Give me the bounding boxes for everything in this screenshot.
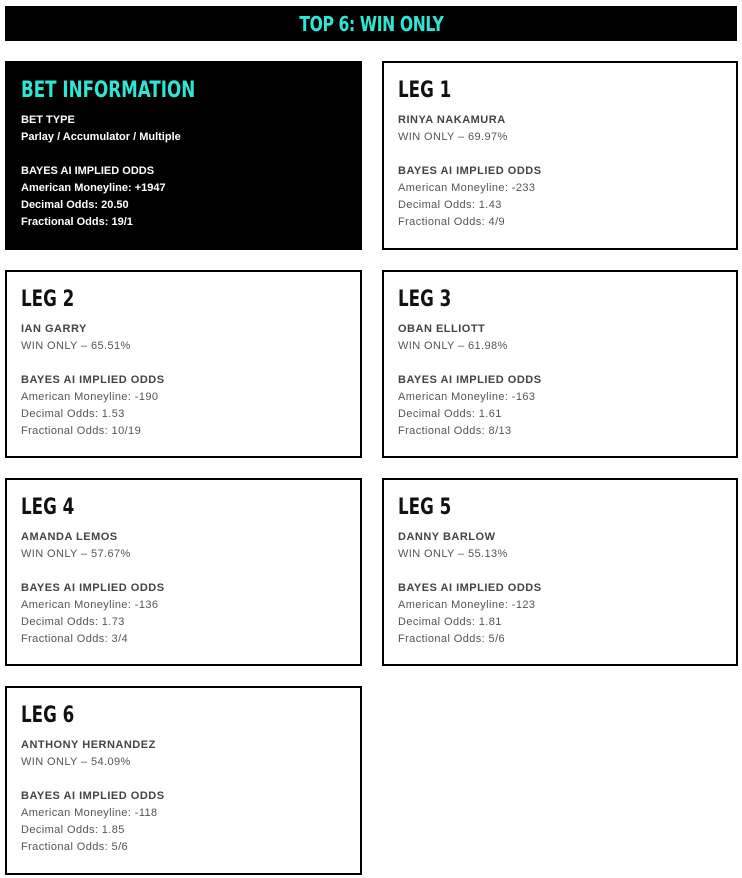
pick-probability: WIN ONLY – 55.13% bbox=[398, 548, 508, 560]
american-moneyline: American Moneyline: -136 bbox=[21, 599, 159, 611]
pick-probability: WIN ONLY – 69.97% bbox=[398, 131, 508, 143]
leg-heading: LEG 3 bbox=[398, 287, 452, 312]
american-moneyline: American Moneyline: -118 bbox=[21, 807, 158, 819]
american-moneyline: American Moneyline: -163 bbox=[398, 391, 536, 403]
fractional-odds: Fractional Odds: 8/13 bbox=[398, 425, 512, 437]
fighter-name: AMANDA LEMOS bbox=[21, 531, 118, 543]
implied-odds-label: BAYES AI IMPLIED ODDS bbox=[398, 165, 542, 177]
pick-probability: WIN ONLY – 54.09% bbox=[21, 756, 131, 768]
fighter-name: ANTHONY HERNANDEZ bbox=[21, 739, 156, 751]
fighter-name: RINYA NAKAMURA bbox=[398, 114, 506, 126]
fractional-odds: Fractional Odds: 3/4 bbox=[21, 633, 129, 645]
pick-probability: WIN ONLY – 57.67% bbox=[21, 548, 131, 560]
fractional-odds: Fractional Odds: 5/6 bbox=[21, 841, 129, 853]
leg-card-1 bbox=[382, 61, 738, 250]
decimal-odds: Decimal Odds: 1.73 bbox=[21, 616, 125, 628]
decimal-odds: Decimal Odds: 1.43 bbox=[398, 199, 502, 211]
decimal-odds: Decimal Odds: 1.85 bbox=[21, 824, 125, 836]
implied-odds-label: BAYES AI IMPLIED ODDS bbox=[21, 790, 165, 802]
leg-heading: LEG 1 bbox=[398, 78, 452, 103]
pick-probability: WIN ONLY – 65.51% bbox=[21, 340, 131, 352]
leg-card-6 bbox=[5, 686, 362, 875]
bet-type-label: BET TYPE bbox=[21, 114, 75, 126]
fractional-odds: Fractional Odds: 5/6 bbox=[398, 633, 506, 645]
page-title: TOP 6: WIN ONLY bbox=[298, 11, 444, 36]
leg-card-5 bbox=[382, 478, 738, 666]
fractional-odds: Fractional Odds: 10/19 bbox=[21, 425, 142, 437]
fractional-odds: Fractional Odds: 4/9 bbox=[398, 216, 506, 228]
fighter-name: IAN GARRY bbox=[21, 323, 87, 335]
leg-heading: LEG 5 bbox=[398, 495, 452, 520]
bet-information-card bbox=[5, 61, 362, 250]
implied-odds-label: BAYES AI IMPLIED ODDS bbox=[21, 374, 165, 386]
implied-odds-label: BAYES AI IMPLIED ODDS bbox=[21, 165, 155, 177]
american-moneyline: American Moneyline: -123 bbox=[398, 599, 536, 611]
american-moneyline: American Moneyline: -190 bbox=[21, 391, 159, 403]
fractional-odds: Fractional Odds: 19/1 bbox=[21, 216, 133, 228]
fighter-name: OBAN ELLIOTT bbox=[398, 323, 486, 335]
pick-probability: WIN ONLY – 61.98% bbox=[398, 340, 508, 352]
leg-card-3 bbox=[382, 270, 738, 458]
decimal-odds: Decimal Odds: 1.81 bbox=[398, 616, 502, 628]
title-banner bbox=[5, 6, 737, 41]
leg-heading: LEG 4 bbox=[21, 495, 75, 520]
implied-odds-label: BAYES AI IMPLIED ODDS bbox=[21, 582, 165, 594]
american-moneyline: American Moneyline: +1947 bbox=[21, 182, 166, 194]
implied-odds-label: BAYES AI IMPLIED ODDS bbox=[398, 582, 542, 594]
fighter-name: DANNY BARLOW bbox=[398, 531, 496, 543]
leg-card-4 bbox=[5, 478, 362, 666]
american-moneyline: American Moneyline: -233 bbox=[398, 182, 536, 194]
decimal-odds: Decimal Odds: 1.53 bbox=[21, 408, 125, 420]
decimal-odds: Decimal Odds: 20.50 bbox=[21, 199, 129, 211]
bet-information-heading: BET INFORMATION bbox=[21, 78, 196, 103]
leg-heading: LEG 6 bbox=[21, 703, 75, 728]
decimal-odds: Decimal Odds: 1.61 bbox=[398, 408, 502, 420]
leg-heading: LEG 2 bbox=[21, 287, 75, 312]
leg-card-2 bbox=[5, 270, 362, 458]
implied-odds-label: BAYES AI IMPLIED ODDS bbox=[398, 374, 542, 386]
bet-type-value: Parlay / Accumulator / Multiple bbox=[21, 131, 181, 143]
